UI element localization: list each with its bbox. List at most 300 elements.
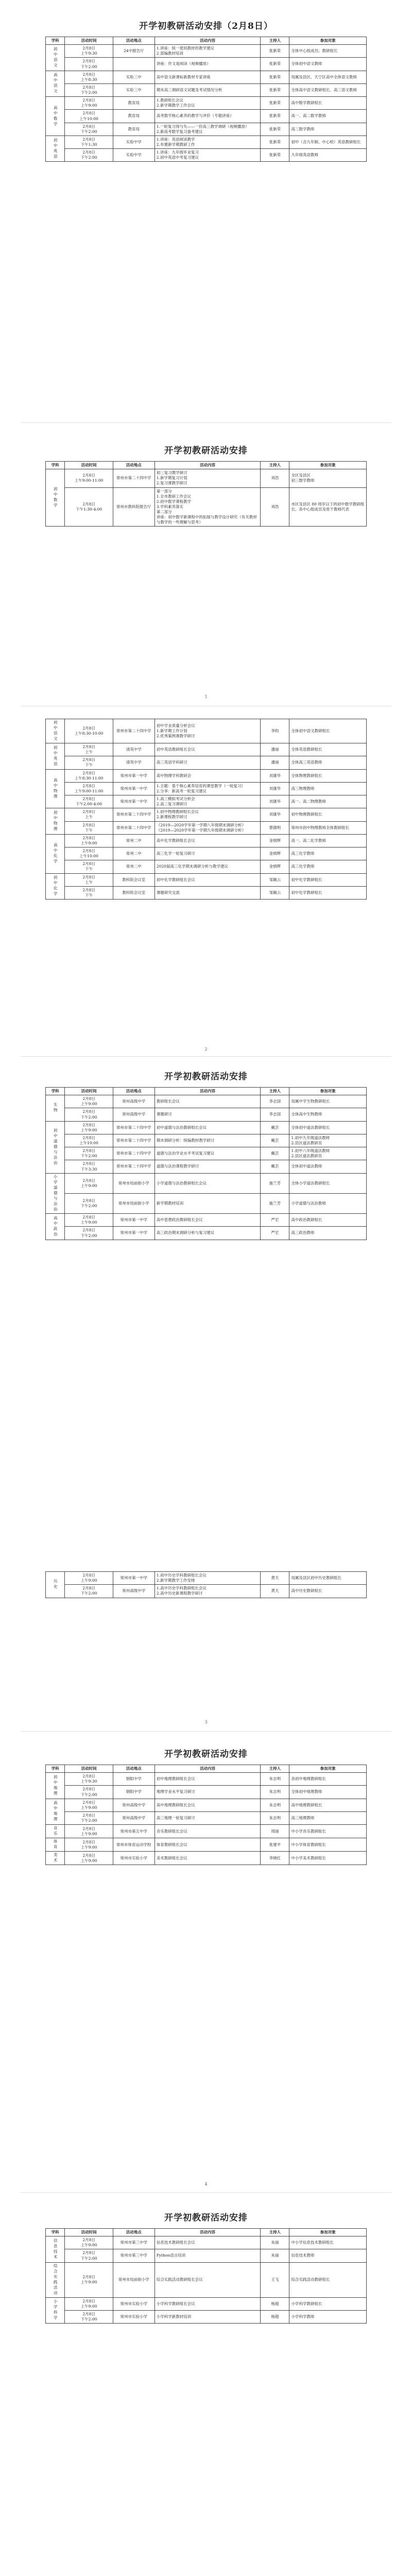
col-subject: 学科	[46, 1765, 65, 1773]
table-row	[46, 110, 367, 123]
cell-subject: 初中英语	[46, 135, 65, 162]
cell-place: 常州高级中学	[113, 1108, 154, 1121]
cell-content: 2020届高三化学期末调研分析与教学建议	[154, 860, 261, 873]
cell-place: 教育局	[113, 97, 154, 110]
table-row	[46, 135, 367, 148]
cell-target: 全体高中语文教研组长、高三语文教师	[289, 83, 367, 96]
cell-content: Python语言培训	[154, 2249, 261, 2262]
cell-content: 讲座：作文是阅读（视频播放）	[154, 58, 261, 71]
cell-time: 2月8日 下午3:30	[65, 1160, 113, 1173]
cell-target: 中小学体育教研组长	[289, 1838, 367, 1852]
cell-host: 张建平	[261, 1838, 289, 1852]
table-row	[46, 886, 367, 899]
table-row	[46, 71, 367, 83]
cell-time: 2月8日 上午8:30-10:00	[65, 719, 113, 743]
cell-content: 高三英语学科研讨	[154, 756, 261, 769]
table-row	[46, 149, 367, 162]
cell-time: 2月8日 上午9:00	[65, 1214, 113, 1227]
cell-target: 高三政治教师	[289, 1227, 367, 1240]
cell-content: 初中学业质量分析会议 1.新学期工作计划 2.优秀案例课教学研讨	[154, 719, 261, 743]
page-2	[45, 443, 367, 527]
header-row	[46, 1765, 367, 1773]
col-place: 活动地点	[113, 37, 154, 45]
cell-target: 小学科学教师	[289, 2310, 367, 2323]
cell-content: 初三复习教学研讨 1.新学期复习计划 2.复习课教学研讨	[154, 469, 261, 487]
col-target: 参加对象	[289, 1765, 367, 1773]
cell-place: 常州二中	[113, 860, 154, 873]
cell-place: 常州市第一中学	[113, 1227, 154, 1240]
cell-place: 教科院会议室	[113, 886, 154, 899]
cell-place: 常州市第五中学	[113, 1825, 154, 1838]
col-target: 参加对象	[289, 37, 367, 45]
cell-content: 初中道德与法治教研组长会议	[154, 1121, 261, 1134]
cell-target: 高三地理教师	[289, 1811, 367, 1824]
col-subject: 学科	[46, 37, 65, 45]
cell-host: 王飞	[261, 2262, 289, 2297]
doc-title-6: 开学初教研活动安排	[164, 2213, 248, 2223]
cell-place: 常州市第一中学	[113, 769, 154, 782]
table-row	[46, 821, 367, 834]
cell-subject: 体育	[46, 1838, 65, 1852]
cell-host: 周丽	[261, 1825, 289, 1838]
cell-place: 常州市第二十四中学	[113, 1134, 154, 1147]
table-row	[46, 2236, 367, 2249]
cell-host: 严宏	[261, 1227, 289, 1240]
cell-time: 2月8日 下午2:00	[65, 1811, 113, 1824]
cell-host: 邹佩云	[261, 873, 289, 886]
cell-place: 常州市第二十四中学	[113, 821, 154, 834]
cell-target: 初中物理教研组长	[289, 808, 367, 821]
cell-content: 道德与法治学业水平考试复习建议	[154, 1147, 261, 1160]
schedule-table-1	[45, 37, 367, 162]
cell-time: 2月8日 下午2:00	[65, 2249, 113, 2262]
col-content: 活动内容	[154, 37, 261, 45]
cell-host: 张新荣	[261, 58, 289, 71]
cell-subject: 历史	[46, 1572, 65, 1598]
cell-host: 张新荣	[261, 71, 289, 83]
cell-content: 1.初中物理教研组长会议 2.新课程教学研讨	[154, 808, 261, 821]
col-host: 主持人	[261, 37, 289, 45]
cell-content: 1.高中历史学科教研组长会议 2.高中历史新课程教学研讨	[154, 1585, 261, 1598]
cell-time: 2月8日 下午	[65, 886, 113, 899]
page-number-1: 1	[204, 694, 208, 699]
cell-subject: 初中数学	[46, 469, 65, 527]
cell-target: 全体初中语文教研组长	[289, 719, 367, 743]
cell-time: 2月8日 上午9:00	[65, 834, 113, 847]
cell-content: 综合实践活动教研组长会议	[154, 2262, 261, 2297]
cell-target: 全体高中生物教师	[289, 1108, 367, 1121]
page-divider	[21, 422, 391, 423]
table-row	[46, 1193, 367, 1213]
cell-time: 2月8日 上午8:30-11:00	[65, 769, 113, 782]
cell-content: 1.一轮复习得与失——一份高三教学调研（视频播放） 2.新高考数学复习备考建议	[154, 123, 261, 135]
cell-place: 实验中学	[113, 149, 154, 162]
table-row	[46, 1121, 367, 1134]
cell-host: 张新荣	[261, 110, 289, 123]
cell-place: 常州市教科院报告厅	[113, 487, 154, 527]
cell-time: 2月8日 下午2:00	[65, 83, 113, 96]
page-divider	[21, 2192, 391, 2193]
table-row	[46, 1825, 367, 1838]
cell-host: 李昀	[261, 719, 289, 743]
table-row	[46, 1214, 367, 1227]
table-row	[46, 1147, 367, 1160]
cell-host: 刘康华	[261, 795, 289, 808]
cell-host: 刘浩	[261, 487, 289, 527]
cell-content: 音乐教研组长会议	[154, 1825, 261, 1838]
cell-place: 常州市第三中学	[113, 2249, 154, 2262]
cell-time: 2月8日 下午1:30-4:00	[65, 487, 113, 527]
cell-target: 全体英语教研组长	[289, 743, 367, 756]
cell-time: 2月8日 上午9:00	[65, 1572, 113, 1585]
cell-time: 2月8日 下午	[65, 860, 113, 873]
cell-place: 24中报告厅	[113, 45, 154, 58]
cell-target: 全体物理教研组长	[289, 769, 367, 782]
cell-host: 金炳辉	[261, 834, 289, 847]
cell-host: 黄天	[261, 1572, 289, 1585]
cell-time: 2月8日 上午9:30	[65, 45, 113, 58]
cell-target: 初中（含九年制、中心校）英语教研组长	[289, 135, 367, 148]
cell-subject: 初中英语	[46, 743, 65, 770]
page-number-2: 2	[204, 1047, 208, 1052]
table-row	[46, 756, 367, 769]
page-3	[45, 719, 367, 900]
cell-host: 张新荣	[261, 123, 289, 135]
cell-time: 2月8日 上午9:00	[65, 1825, 113, 1838]
cell-target: 全体小学道法教研组长	[289, 1173, 367, 1193]
header-row	[46, 37, 367, 45]
cell-subject: 小学科学	[46, 2297, 65, 2324]
cell-time: 2月8日 上午10:00	[65, 1134, 113, 1147]
cell-place: 教育局	[113, 110, 154, 123]
table-row	[46, 1838, 367, 1852]
cell-subject: 信息技术	[46, 2236, 65, 2263]
cell-host: 朱丽	[261, 2249, 289, 2262]
cell-target: 各初中地理教研组长	[289, 1773, 367, 1786]
page-1	[45, 19, 367, 162]
page-6	[45, 2210, 367, 2324]
cell-content: 期末高三调研语文试题及考试情况分析	[154, 83, 261, 96]
cell-place: 朝阳中学	[113, 1786, 154, 1799]
cell-target: 高三化学教师	[289, 848, 367, 860]
cell-target: 初中化学教研组长	[289, 886, 367, 899]
table-row	[46, 848, 367, 860]
cell-target: 高一、高二数学教师	[289, 110, 367, 123]
schedule-table-2	[45, 461, 367, 527]
table-row	[46, 873, 367, 886]
cell-time: 2月8日 上午10:00	[65, 110, 113, 123]
cell-host: 张新荣	[261, 45, 289, 58]
cell-content: 初中化学教研组长会议	[154, 873, 261, 886]
table-row	[46, 1585, 367, 1598]
cell-time: 2月8日 下午2:00	[65, 1108, 113, 1121]
cell-time: 2月8日 上午9:00	[65, 2262, 113, 2297]
cell-time: 2月8日 下午	[65, 821, 113, 834]
cell-time: 2月8日 下午1:30	[65, 135, 113, 148]
cell-subject: 初中语文	[46, 45, 65, 71]
table-row	[46, 123, 367, 135]
table-row	[46, 58, 367, 71]
cell-target: 高中政治教研组长	[289, 1214, 367, 1227]
header-row	[46, 462, 367, 469]
cell-target: 中小学音乐教研组长	[289, 1825, 367, 1838]
cell-place: 常州市第一中学	[113, 1214, 154, 1227]
cell-content: 高中化学教研组长会议	[154, 834, 261, 847]
cell-time: 2月8日 上午9:00	[65, 1095, 113, 1108]
cell-host: 戴芸	[261, 1134, 289, 1147]
table-row	[46, 834, 367, 847]
cell-host: 杨超	[261, 2297, 289, 2310]
page-4b	[45, 1571, 367, 1598]
cell-content: 1.主题：基于核心素养培育的课堂教学（一轮复习） 2.分享：新高考一轮复习建议	[154, 782, 261, 795]
col-time: 活动时间	[65, 2229, 113, 2236]
col-time: 活动时间	[65, 1088, 113, 1095]
table-row	[46, 1108, 367, 1121]
cell-content: 1.教研组长会议 2.新学期教学工作会议	[154, 97, 261, 110]
table-row	[46, 2310, 367, 2323]
cell-target: 局属及县区初中历史教研组长	[289, 1572, 367, 1585]
cell-host: 金炳辉	[261, 860, 289, 873]
cell-host: 张新荣	[261, 149, 289, 162]
cell-target: 全体中心组成员；教研组长	[289, 45, 367, 58]
table-row	[46, 1572, 367, 1585]
cell-host: 潘丽	[261, 743, 289, 756]
col-place: 活动地点	[113, 1765, 154, 1773]
cell-place: 实验三中	[113, 71, 154, 83]
cell-time: 2月8日 上午9:00	[65, 1799, 113, 1811]
cell-subject: 高中数学	[46, 97, 65, 136]
col-host: 主持人	[261, 462, 289, 469]
cell-host: 刘浩	[261, 469, 289, 487]
page-number-4: 4	[204, 2182, 208, 2187]
cell-subject: 高中化学	[46, 834, 65, 873]
cell-time: 2月8日 下午2:00	[65, 1227, 113, 1240]
doc-title-5: 开学初教研活动安排	[164, 1749, 248, 1759]
header-row	[46, 2229, 367, 2236]
cell-target: 全体初中语文教师	[289, 58, 367, 71]
cell-content: 1.初中历史学科教研组长会议 2.新学期教学工作安排	[154, 1572, 261, 1585]
table-row	[46, 782, 367, 795]
cell-time: 2月8日 下午2:00	[65, 58, 113, 71]
cell-subject: 初中物理	[46, 808, 65, 835]
cell-host: 刘康华	[261, 808, 289, 821]
col-host: 主持人	[261, 1088, 289, 1095]
col-subject: 学科	[46, 462, 65, 469]
cell-content: 信息技术教研组长会议	[154, 2236, 261, 2249]
cell-host: 刘康华	[261, 782, 289, 795]
table-row	[46, 743, 367, 756]
schedule-table-4	[45, 1087, 367, 1240]
cell-content: 美术教研组长会议	[154, 1852, 261, 1865]
table-row	[46, 1786, 367, 1799]
cell-time: 2月8日 上午9:00	[65, 1838, 113, 1852]
cell-content: 课题研讨	[154, 1108, 261, 1121]
table-row	[46, 2297, 367, 2310]
cell-time: 2月8日 上午	[65, 808, 113, 821]
schedule-table-6	[45, 2228, 367, 2324]
col-target: 参加对象	[289, 2229, 367, 2236]
cell-place: 清英中学	[113, 743, 154, 756]
cell-content: 高三化学一轮复习研讨	[154, 848, 261, 860]
cell-target: 局属中学生物教研组长	[289, 1095, 367, 1108]
cell-host: 戴芸	[261, 1160, 289, 1173]
cell-content: 初中地理教研组长会议	[154, 1773, 261, 1786]
cell-subject: 高中政治	[46, 1214, 65, 1240]
cell-subject: 初中道德与法治	[46, 1121, 65, 1173]
cell-subject: 初中语文	[46, 719, 65, 743]
cell-content: 地理学业水平复习研讨	[154, 1786, 261, 1799]
cell-place: 常州二中	[113, 834, 154, 847]
table-row	[46, 2262, 367, 2297]
cell-host: 潘丽	[261, 756, 289, 769]
cell-host: 戴芸	[261, 1121, 289, 1134]
cell-place: 常州市第二十四中学	[113, 469, 154, 487]
table-row	[46, 808, 367, 821]
cell-host: 李志国	[261, 1095, 289, 1108]
table-row	[46, 469, 367, 487]
cell-host: 朱志明	[261, 1786, 289, 1799]
table-row	[46, 860, 367, 873]
cell-target: 高三数学教师	[289, 123, 367, 135]
table-row	[46, 1173, 367, 1193]
cell-target: 常州市初中物理教师全体教研组长	[289, 821, 367, 834]
cell-content: 初中英语教研组长会议	[154, 743, 261, 756]
cell-time: 2月8日 下午2:00	[65, 1786, 113, 1799]
col-content: 活动内容	[154, 2229, 261, 2236]
cell-host: 张新荣	[261, 135, 289, 148]
cell-host: 朱志明	[261, 1811, 289, 1824]
cell-target: 综合实践活动教研组长	[289, 2262, 367, 2297]
cell-place: 常州市第二十四中学	[113, 1160, 154, 1173]
cell-place: 常州市第二十四中学	[113, 1147, 154, 1160]
cell-content: 道德与法治课程教学研讨	[154, 1160, 261, 1173]
cell-target: 高三物理教师	[289, 782, 367, 795]
cell-target: 高中历史教研组长	[289, 1585, 367, 1598]
schedule-table-4b	[45, 1571, 367, 1598]
page-number-3: 3	[204, 1720, 208, 1724]
cell-time: 2月8日 下午2:00	[65, 123, 113, 135]
cell-content: 教研组长会议	[154, 1095, 261, 1108]
cell-host: 刘康华	[261, 769, 289, 782]
cell-place: 常州高级中学	[113, 1811, 154, 1824]
cell-subject: 美术	[46, 1852, 65, 1865]
cell-target: 小学道德与法治教师	[289, 1193, 367, 1213]
doc-title-2: 开学初教研活动安排	[164, 446, 248, 456]
cell-place: 常州市第三中学	[113, 2236, 154, 2249]
cell-subject: 高中语文	[46, 71, 65, 97]
cell-place	[113, 58, 154, 71]
cell-content: 第一部分 1.全市教研工作会议 2.初中数学课程教学 3.学科素养落实 第二部分 讲座：初中数学新课程中的拓展与教学设计研究（有关教材与教学的一些理解与思考）	[154, 487, 261, 527]
col-host: 主持人	[261, 1765, 289, 1773]
doc-title-4: 开学初教研活动安排	[164, 1072, 248, 1082]
cell-place: 常州市局前街小学	[113, 1193, 154, 1213]
table-row	[46, 719, 367, 743]
cell-target: 九年级英语教师	[289, 149, 367, 162]
cell-content: 体育教研组长会议	[154, 1838, 261, 1852]
cell-place: 常州市体育运动学校	[113, 1838, 154, 1852]
cell-subject: 初中地理	[46, 1773, 65, 1799]
page-5	[45, 1747, 367, 1865]
cell-time: 2月8日 上午9:00-11:00	[65, 782, 113, 795]
cell-time: 2月8日 上午	[65, 743, 113, 756]
cell-subject: 小学道德与法治	[46, 1173, 65, 1214]
col-host: 主持人	[261, 2229, 289, 2236]
cell-place: 常州市局前街小学	[113, 1173, 154, 1193]
col-place: 活动地点	[113, 462, 154, 469]
cell-subject: 初中化学	[46, 873, 65, 900]
table-row	[46, 1134, 367, 1147]
cell-place: 常州市第二十四中学	[113, 1121, 154, 1134]
cell-place: 常州市第一中学	[113, 795, 154, 808]
cell-content: 高三政治期末调研分析与复习建议	[154, 1227, 261, 1240]
cell-host: 朱志明	[261, 1773, 289, 1786]
cell-place: 常州市实验小学	[113, 2297, 154, 2310]
col-time: 活动时间	[65, 37, 113, 45]
cell-time: 2月8日 上午9:00	[65, 1852, 113, 1865]
cell-time: 2月8日 上午9:00-11:00	[65, 469, 113, 487]
cell-content: 小学道德与法治教研组长会议	[154, 1173, 261, 1193]
cell-time: 2月8日 上午	[65, 873, 113, 886]
cell-target: 全体初中地理教师	[289, 1786, 367, 1799]
cell-target: 1.初中八年级道法教师 2.县区道法教研员	[289, 1147, 367, 1160]
cell-target: 高三化学教师	[289, 860, 367, 873]
table-row	[46, 1852, 367, 1865]
cell-content: 1.讲座：九年级毕业复习 2.初中英语中考复习建议	[154, 149, 261, 162]
cell-place: 教科院会议室	[113, 873, 154, 886]
cell-time: 2月8日 上午9:30	[65, 1773, 113, 1786]
col-target: 参加对象	[289, 462, 367, 469]
table-row	[46, 83, 367, 96]
cell-target: 中小学美术教研组长	[289, 1852, 367, 1865]
cell-target: 高一、高二化学教师	[289, 834, 367, 847]
cell-target: 全区及县区 初三数学教师	[289, 469, 367, 487]
table-row	[46, 769, 367, 782]
table-row	[46, 1095, 367, 1108]
cell-content: 1.讲座：英语阅读教学 2.布置新学期教研工作	[154, 135, 261, 148]
table-row	[46, 1773, 367, 1786]
table-row	[46, 1811, 367, 1824]
cell-place: 常州市实验小学	[113, 1852, 154, 1865]
cell-time: 2月8日 上午9:00	[65, 97, 113, 110]
cell-target: 全体初中道法教研组长	[289, 1121, 367, 1134]
cell-place: 常州市实验小学	[113, 2310, 154, 2323]
cell-target: 1.初中九年级道法教师 2.县区道法教研员	[289, 1134, 367, 1147]
col-place: 活动地点	[113, 2229, 154, 2236]
cell-host: 朱丽	[261, 2236, 289, 2249]
table-row	[46, 487, 367, 527]
cell-place: 教育局	[113, 123, 154, 135]
table-row	[46, 2249, 367, 2262]
cell-host: 金炳辉	[261, 848, 289, 860]
cell-time: 2月8日 上午9:00	[65, 1173, 113, 1193]
col-content: 活动内容	[154, 1765, 261, 1773]
cell-place: 清英中学	[113, 756, 154, 769]
cell-content: 高考数学核心素养的教学与评价（专题讲座）	[154, 110, 261, 123]
cell-time: 2月8日 下午2:00	[65, 1147, 113, 1160]
table-row	[46, 97, 367, 110]
table-row	[46, 1799, 367, 1811]
col-time: 活动时间	[65, 462, 113, 469]
table-row	[46, 1160, 367, 1173]
cell-subject: 综合实践活动	[46, 2262, 65, 2297]
cell-place: 常州市第一中学	[113, 782, 154, 795]
cell-content: 期末调研分析：统编教材教学研讨	[154, 1134, 261, 1147]
cell-subject: 高中物理	[46, 769, 65, 808]
cell-target: 中小学信息技术教研组长	[289, 2236, 367, 2249]
cell-target: 局属及县区、天宁区高中全体语文教师	[289, 71, 367, 83]
cell-target: 初中化学教研组长	[289, 873, 367, 886]
cell-host: 施兰芳	[261, 1173, 289, 1193]
